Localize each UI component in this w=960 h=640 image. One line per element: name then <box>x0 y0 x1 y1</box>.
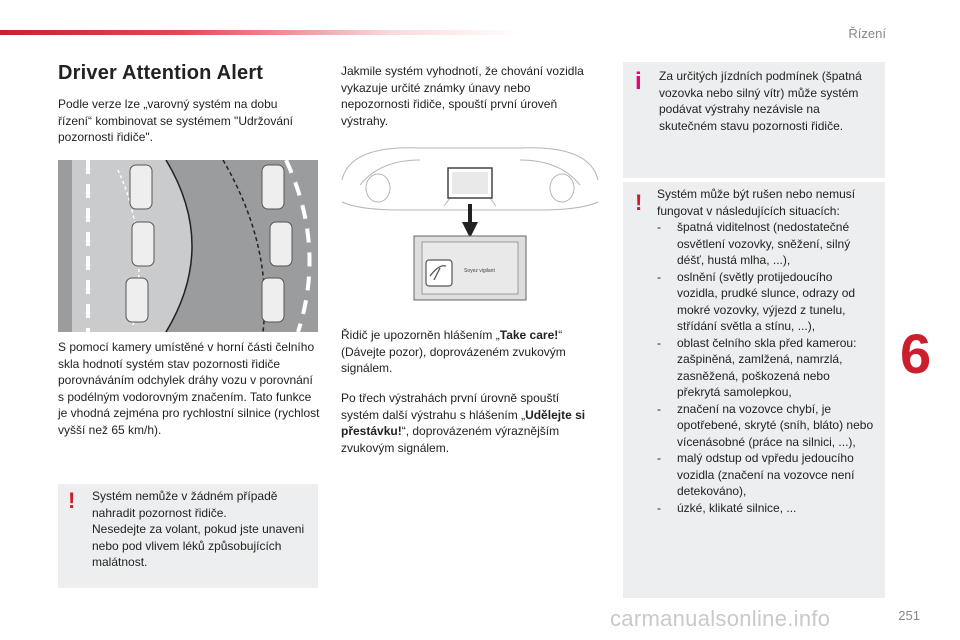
section-title: Řízení <box>848 26 886 41</box>
alert2-text-start: Po třech výstrahách první úrovně spouští systém další výstrahu s hlášením „ <box>341 391 560 422</box>
alert1-text-start: Řidič je upozorněn hlášením „ <box>341 328 500 342</box>
list-item: - špatná viditelnost (nedostatečné osvětlení vozovky, sněžení, silný déšť, hustá mlha, ...), <box>657 219 875 269</box>
alert1-message: Take care! <box>499 328 559 342</box>
warning-line-2: Nesedejte za volant, pokud jste unaveni nebo pod vlivem léků způsobujících malátnost. <box>92 522 305 569</box>
header-accent-bar <box>0 30 520 35</box>
list-item: - malý odstup od vpředu jedoucího vozidla (značení na vozovce není detekováno), <box>657 450 875 500</box>
disturbance-intro: Systém může být rušen nebo nemusí fungovat v následujících situacích: <box>657 187 856 218</box>
page-number: 251 <box>898 608 920 623</box>
dashboard-illustration <box>340 140 600 322</box>
disturbance-box <box>623 182 885 598</box>
list-item: - oblast čelního skla před kamerou: zašpiněná, zamlžená, namrzlá, zasněžená, poškozená nebo překrytá samolepkou, <box>657 335 875 401</box>
disturbance-list <box>657 219 875 516</box>
page-title: Driver Attention Alert <box>58 62 264 84</box>
display-message: Soyez vigilant <box>464 268 495 274</box>
chapter-number: 6 <box>900 322 932 385</box>
list-item: - oslnění (světly protijedoucího vozidla, prudké slunce, odrazy od mokré vozovky, výjezd z tunelu, střídání světla a stínu, ...), <box>657 269 875 335</box>
list-item: - úzké, klikaté silnice, ... <box>657 500 875 517</box>
lane-drift-illustration <box>58 160 318 332</box>
detection-paragraph: Jakmile systém vyhodnotí, že chování vozidla vykazuje určité známky únavy nebo nepozornosti řidiče, spouští první úroveň výstrahy. <box>341 64 584 128</box>
camera-description: S pomocí kamery umístěné v horní části čelního skla hodnotí systém stav pozornosti řidiče porovnáváním odchylek dráhy vozu v porovnání s podélným vodorovným značením. Tato funkce je vhodná zejména pro rychlostní silnice (rychlost vyšší než 65 km/h). <box>58 340 320 437</box>
alert1-text-end: “ (Dávejte pozor), doprovázeném zvukovým signálem. <box>341 328 566 375</box>
warning-line-1: Systém nemůže v žádném případě nahradit pozornost řidiče. <box>92 489 278 520</box>
second-alert-paragraph <box>341 390 596 456</box>
warning-icon: ! <box>68 488 76 513</box>
alert2-message: Udělejte si přestávku! <box>341 407 586 438</box>
warning-box <box>58 484 318 588</box>
info-box <box>623 62 885 178</box>
intro-paragraph: Podle verze lze „varovný systém na dobu řízení“ kombinovat se systémem "Udržování pozornosti řidiče". <box>58 97 294 144</box>
warning-icon: ! <box>635 190 643 215</box>
watermark: carmanualsonline.info <box>610 606 831 631</box>
list-item: - značení na vozovce chybí, je opotřebené, skryté (sníh, bláto) nebo vícenásobné (práce na silnici, ...), <box>657 401 875 451</box>
first-alert-paragraph <box>341 327 596 377</box>
info-icon: i <box>635 68 642 95</box>
alert2-text-end: “, doprovázeném výraznějším zvukovým signálem. <box>341 424 560 455</box>
info-text: Za určitých jízdních podmínek (špatná vozovka nebo silný vítr) může systém podávat výstrahy nezávisle na skutečném stavu pozornosti řidiče. <box>659 69 862 133</box>
